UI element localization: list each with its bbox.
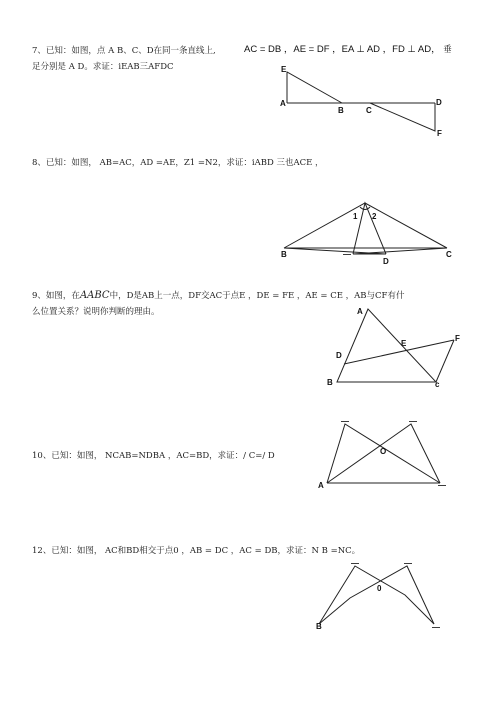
problem-10-label-B: — [438, 481, 446, 490]
problem-9-text-line2: 么位置关系？说明你判断的理由。 [32, 307, 160, 317]
problem-9-label-E: E [401, 339, 407, 348]
problem-12-statement: 、已知：如图， AC和BD相交于点0 ，AB = DC ，AC = DB，求证：N B =NC。 [42, 546, 361, 556]
problem-7-statement: 、已知：如图，点 A B、C、D在同一条直线上, [37, 46, 216, 56]
problem-12-label-O: 0 [377, 584, 382, 593]
problem-12-label-top-right: — [404, 559, 412, 568]
problem-10-label-top-right: — [409, 417, 417, 426]
problem-8-statement: 、已知：如图， AB=AC，AD =AE，Z1 =N2，求证：iABD 三也ACE ， [37, 158, 324, 168]
problem-7-label-F: F [437, 129, 442, 138]
problem-7-label-C: C [366, 106, 372, 115]
problem-9-number: 9 [32, 291, 38, 301]
problem-10-label-O: O [380, 447, 387, 456]
problem-12-segments-B-D-C [319, 566, 434, 624]
problem-9-statement-b: 中，D是AB上一点，DF交AC于点E ，DE = FE ，AE = CE ，AB与CF有什 [109, 291, 405, 301]
problem-10-label-top-left: — [341, 417, 349, 426]
problem-12-number: 12 [32, 546, 43, 556]
problem-12-label-B: B [316, 622, 322, 631]
problem-9-label-D: D [336, 351, 342, 360]
problem-7-number: 7 [32, 46, 38, 56]
problem-7-text-line2: 足分别是 A D。求证：iEAB三AFDC [32, 62, 174, 72]
problem-8-number: 8 [32, 158, 38, 168]
problem-8-label-C: C [446, 250, 452, 259]
problem-8-label-E-dash: — [343, 250, 351, 259]
problem-8-label-1: 1 [353, 212, 358, 221]
problem-10-number: 10 [32, 451, 43, 461]
problem-8-label-D: D [383, 257, 389, 266]
problem-7-label-A: A [280, 99, 286, 108]
problem-9-statement-a: 、如图，在 [37, 291, 80, 301]
problem-9-triangle-name: AABC [79, 290, 110, 301]
problem-7-label-E: E [281, 65, 287, 74]
problem-12-segments-B-A-C [319, 566, 434, 624]
problem-10-label-A: A [318, 481, 324, 490]
problem-7-given-relations: AC = DB ，AE = DF ，EA ⊥ AD ，FD ⊥ AD， [244, 44, 441, 55]
problem-9-label-A: A [357, 307, 363, 316]
problem-7-label-D: D [436, 98, 442, 107]
problem-12-label-top-left: — [351, 559, 359, 568]
problem-12-label-C: — [432, 623, 440, 632]
problem-10-statement: 、已知：如图， NCAB=NDBA ，AC=BD，求证：/ C=/ D [42, 451, 275, 461]
problem-9-label-F: F [455, 334, 460, 343]
problem-7-given-tail: 垂 [443, 45, 452, 55]
problem-8-label-B: B [281, 250, 287, 259]
problem-7-label-B: B [338, 106, 344, 115]
problem-8-label-2: 2 [372, 212, 377, 221]
problem-9-label-C: ᴄ [435, 380, 440, 389]
problem-9-label-B: B [327, 378, 333, 387]
